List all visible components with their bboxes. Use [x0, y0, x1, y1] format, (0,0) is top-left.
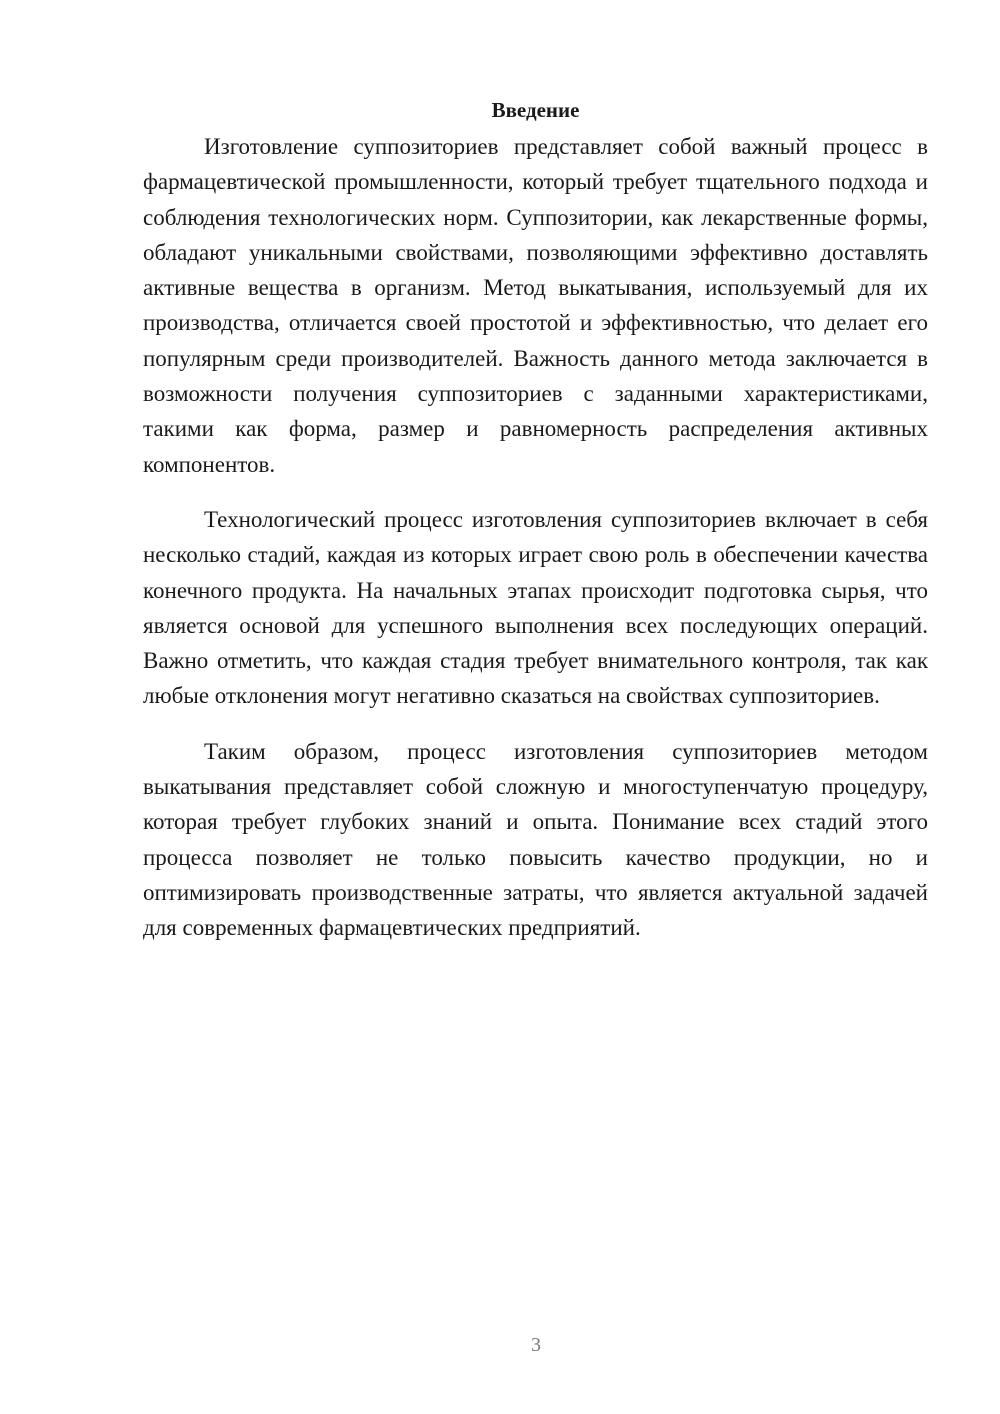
- paragraph-1: Изготовление суппозиториев представляет собой важный процесс в фармацевтической промышленности, который требует тщательного подхода и соблюдения технологических норм. Суппозитории, как лекарственные формы, обладают уникальными свойствами, позволяющими эффективно доставлять активные вещества в организм. Метод выкатывания, используемый для их производства, отличается своей простотой и эффективностью, что делает его популярным среди производителей. Важность данного метода заключается в возможности получения суппозиториев с заданными характеристиками, такими как форма, размер и равномерность распределения активных компонентов.: [143, 134, 928, 477]
- paragraph-3: Таким образом, процесс изготовления суппозиториев методом выкатывания представляет собой сложную и многоступенчатую процедуру, которая требует глубоких знаний и опыта. Понимание всех стадий этого процесса позволяет не только повысить качество продукции, но и оптимизировать производственные затраты, что является актуальной задачей для современных фармацевтических предприятий.: [143, 738, 928, 941]
- page-number: 3: [531, 1334, 541, 1356]
- page-content: [143, 93, 928, 946]
- section-title: Введение: [491, 98, 580, 122]
- paragraph-2: Технологический процесс изготовления суппозиториев включает в себя несколько стадий, каждая из которых играет свою роль в обеспечении качества конечного продукта. На начальных этапах происходит подготовка сырья, что является основой для успешного выполнения всех последующих операций. Важно отметить, что каждая стадия требует внимательного контроля, так как любые отклонения могут негативно сказаться на свойствах суппозиториев.: [143, 506, 928, 709]
